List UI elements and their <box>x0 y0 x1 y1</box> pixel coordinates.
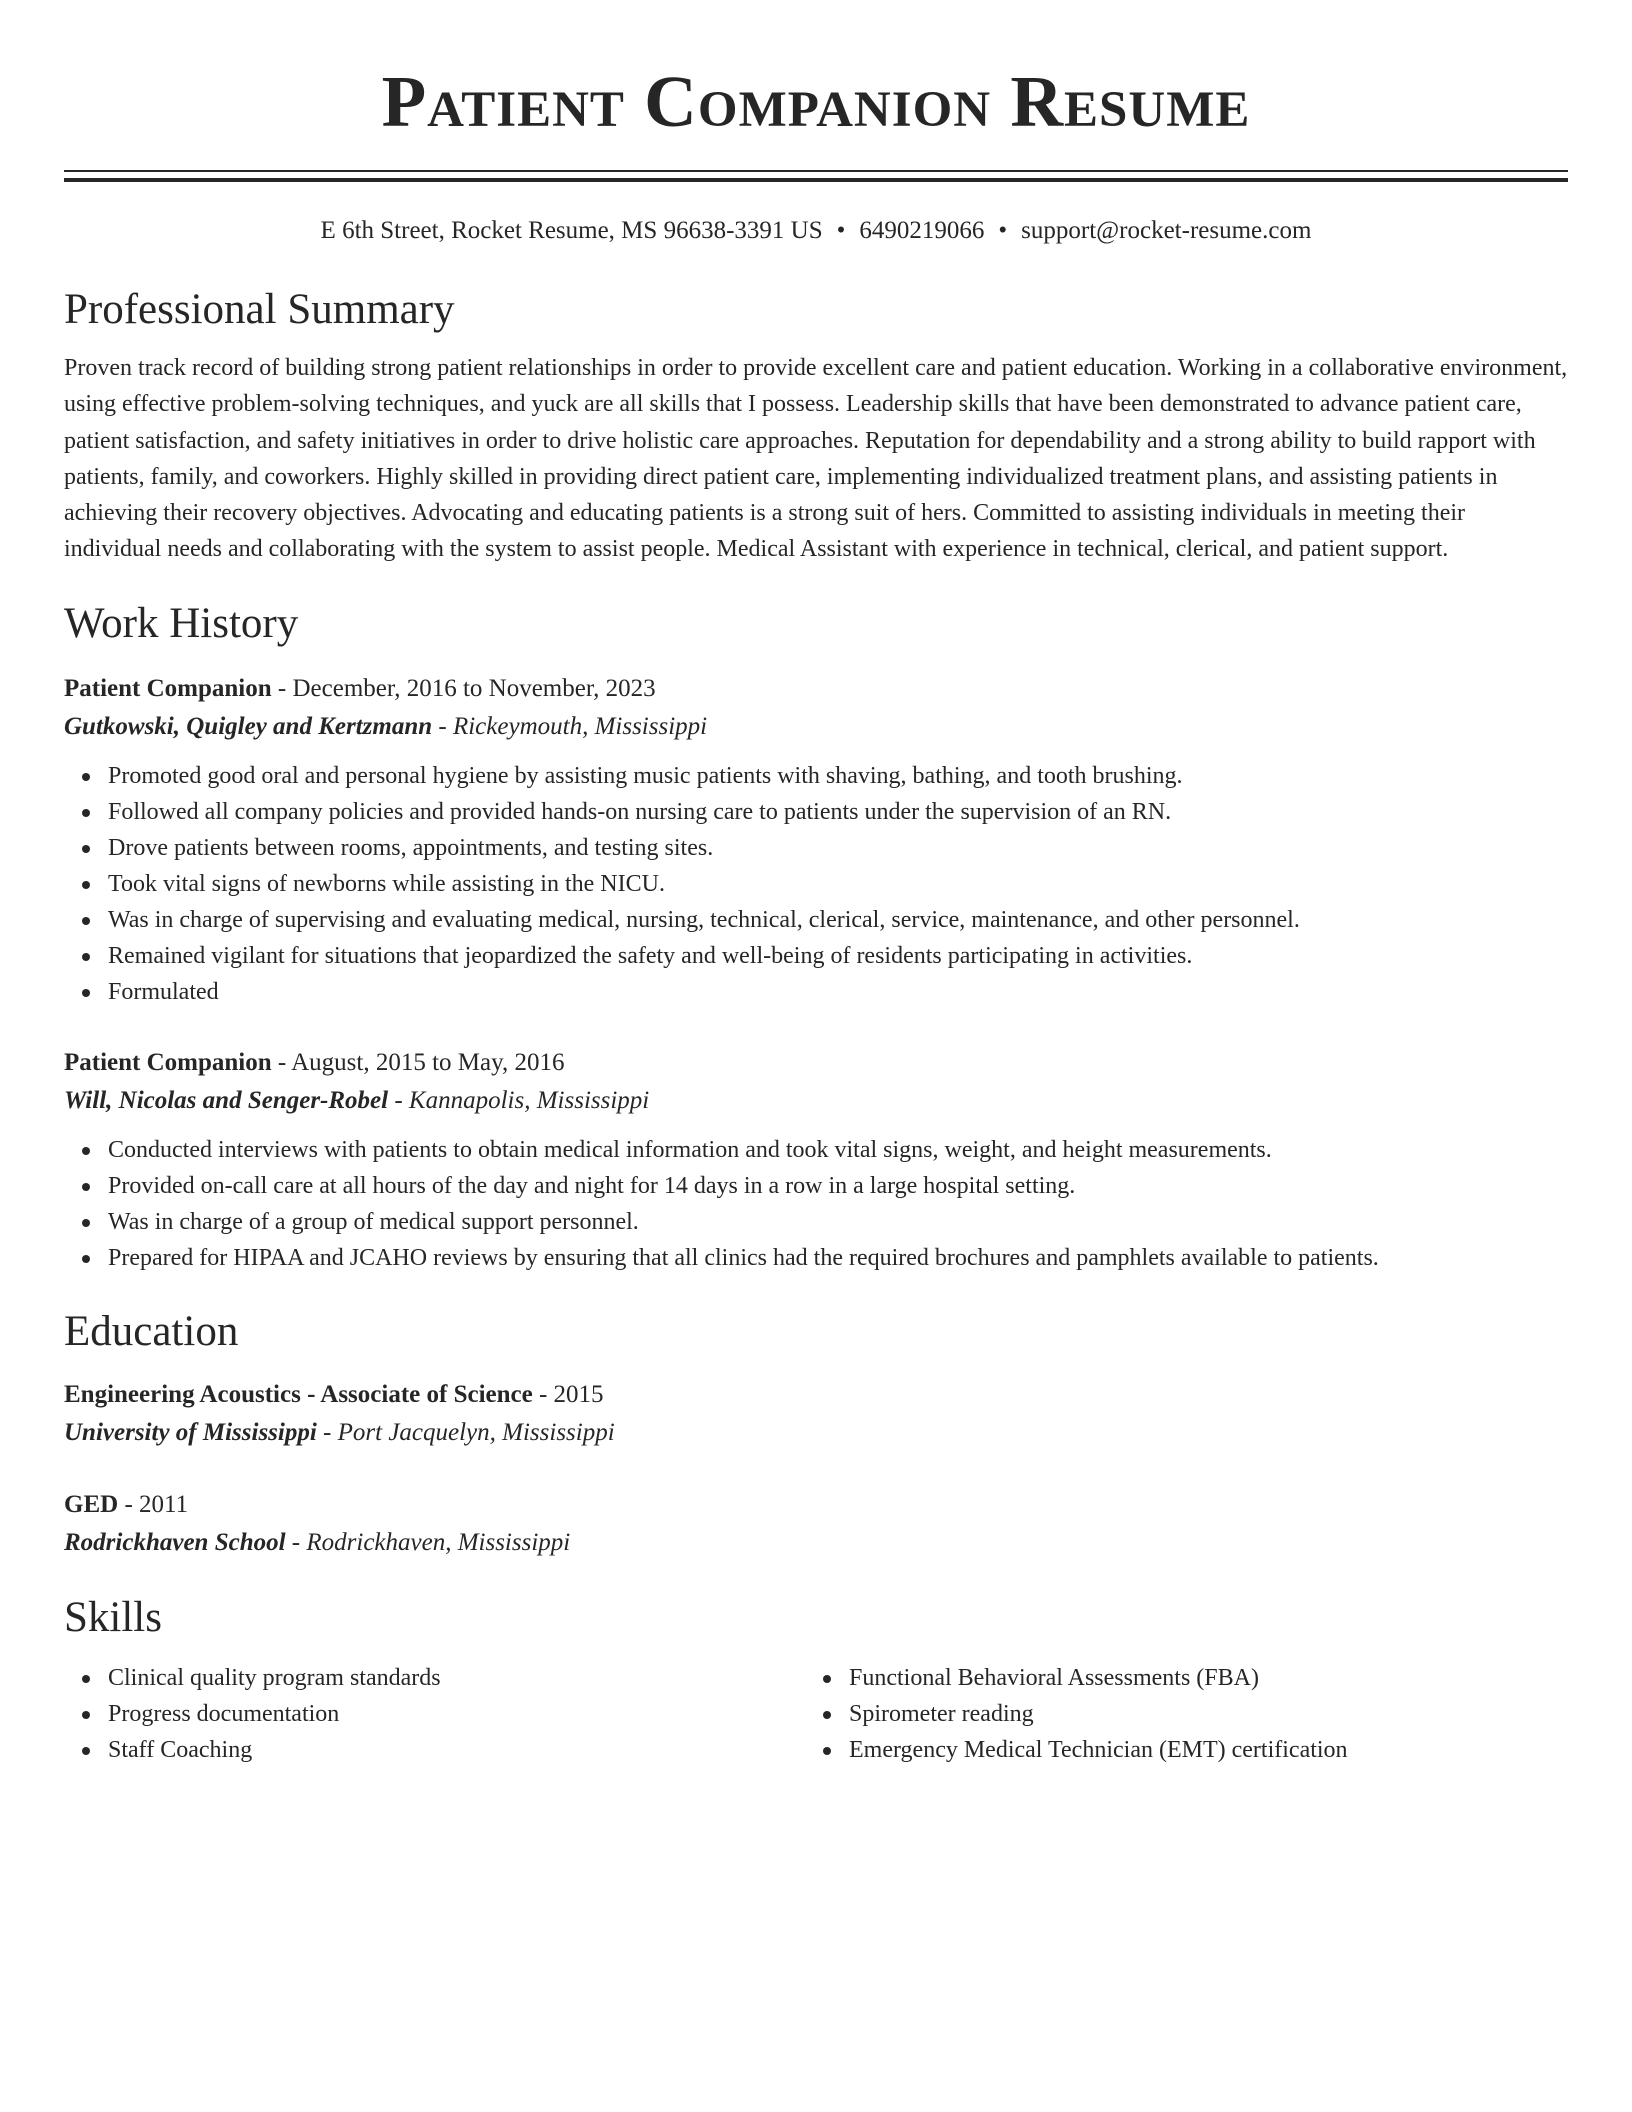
job-duty-item: Was in charge of a group of medical support personnel. <box>108 1204 1568 1240</box>
contact-separator: • <box>998 217 1008 244</box>
job-duty-item: Conducted interviews with patients to obtain medical information and took vital signs, weight, and height measurements. <box>108 1132 1568 1168</box>
education-school-line <box>64 1414 1568 1452</box>
summary-text: Proven track record of building strong patient relationships in order to provide excellent care and patient education. Working in a collaborative environment, using effective problem-solving techniques, and yuck are all skills that I possess. Leadership skills that have been demonstrated to advance patient care, patient satisfaction, and safety initiatives in order to drive holistic care approaches. Reputation for dependability and a strong ability to build rapport with patients, family, and coworkers. Highly skilled in providing direct patient care, implementing individualized treatment plans, and assisting patients in achieving their recovery objectives. Advocating and educating patients is a strong suit of hers. Committed to assisting individuals in meeting their individual needs and collaborating with the system to assist people. Medical Assistant with experience in technical, clerical, and patient support. <box>64 355 1568 563</box>
job-entry <box>64 670 1568 1010</box>
title-divider-thick <box>64 178 1568 182</box>
job-company-line <box>64 708 1568 746</box>
contact-phone: 6490219066 <box>859 217 985 244</box>
skills-column-right <box>805 1660 1568 1768</box>
job-duty-item: Formulated <box>108 974 1568 1010</box>
contact-email: support@rocket-resume.com <box>1021 217 1312 244</box>
contact-line <box>64 214 1568 248</box>
education-degree-line <box>64 1376 1568 1414</box>
work-history-heading: Work History <box>64 599 299 647</box>
job-duty-item: Took vital signs of newborns while assisting in the NICU. <box>108 866 1568 902</box>
skills-column-left <box>64 1660 805 1768</box>
education-school-line <box>64 1524 1568 1562</box>
job-duties-list <box>64 1132 1568 1276</box>
skills-list <box>64 1660 805 1768</box>
job-duty-item: Provided on-call care at all hours of the day and night for 14 days in a row in a large hospital setting. <box>108 1168 1568 1204</box>
education-school: University of Mississippi <box>64 1418 317 1446</box>
job-dates: - August, 2015 to May, 2016 <box>271 1048 565 1076</box>
skill-item: Clinical quality program standards <box>108 1660 805 1696</box>
education-school: Rodrickhaven School <box>64 1528 286 1556</box>
contact-address: E 6th Street, Rocket Resume, MS 96638-3391 US <box>320 217 823 244</box>
job-dates: - December, 2016 to November, 2023 <box>271 674 656 702</box>
job-duty-item: Prepared for HIPAA and JCAHO reviews by ensuring that all clinics had the required brochures and pamphlets available to patients. <box>108 1240 1568 1276</box>
skills-grid <box>64 1660 1568 1768</box>
summary-heading: Professional Summary <box>64 286 455 333</box>
job-duty-item: Promoted good oral and personal hygiene by assisting music patients with shaving, bathing, and tooth brushing. <box>108 758 1568 794</box>
education-year: - 2011 <box>118 1490 189 1518</box>
job-duty-item: Remained vigilant for situations that jeopardized the safety and well-being of residents participating in activities. <box>108 938 1568 974</box>
job-duty-item: Followed all company policies and provided hands-on nursing care to patients under the supervision of an RN. <box>108 794 1568 830</box>
job-title-line <box>64 1044 1568 1082</box>
job-duty-item: Drove patients between rooms, appointments, and testing sites. <box>108 830 1568 866</box>
skill-item: Spirometer reading <box>849 1696 1568 1732</box>
job-role: Patient Companion <box>64 674 272 702</box>
skill-item: Progress documentation <box>108 1696 805 1732</box>
job-company: Will, Nicolas and Senger-Robel <box>64 1086 389 1114</box>
education-heading: Education <box>64 1307 239 1355</box>
education-degree: Engineering Acoustics - Associate of Science <box>64 1380 533 1408</box>
job-company: Gutkowski, Quigley and Kertzmann <box>64 712 433 740</box>
education-entry <box>64 1486 1568 1562</box>
education-degree: GED <box>64 1490 119 1518</box>
skill-item: Functional Behavioral Assessments (FBA) <box>849 1660 1568 1696</box>
job-company-line <box>64 1082 1568 1120</box>
job-role: Patient Companion <box>64 1048 272 1076</box>
skills-list <box>805 1660 1568 1768</box>
education-entry <box>64 1376 1568 1452</box>
education-degree-line <box>64 1486 1568 1524</box>
title-divider-thin <box>64 170 1568 172</box>
education-year: - 2015 <box>532 1380 604 1408</box>
skills-heading: Skills <box>64 1593 162 1641</box>
skill-item: Emergency Medical Technician (EMT) certification <box>849 1732 1568 1768</box>
job-location: - Kannapolis, Mississippi <box>388 1086 650 1114</box>
resume-title: Patient Companion Resume <box>381 61 1251 142</box>
education-location: - Rodrickhaven, Mississippi <box>285 1528 571 1556</box>
skill-item: Staff Coaching <box>108 1732 805 1768</box>
education-location: - Port Jacquelyn, Mississippi <box>316 1418 615 1446</box>
job-title-line <box>64 670 1568 708</box>
job-duty-item: Was in charge of supervising and evaluating medical, nursing, technical, clerical, service, maintenance, and other personnel. <box>108 902 1568 938</box>
job-location: - Rickeymouth, Mississippi <box>432 712 708 740</box>
job-duties-list <box>64 758 1568 1010</box>
contact-separator: • <box>836 217 846 244</box>
job-entry <box>64 1044 1568 1276</box>
